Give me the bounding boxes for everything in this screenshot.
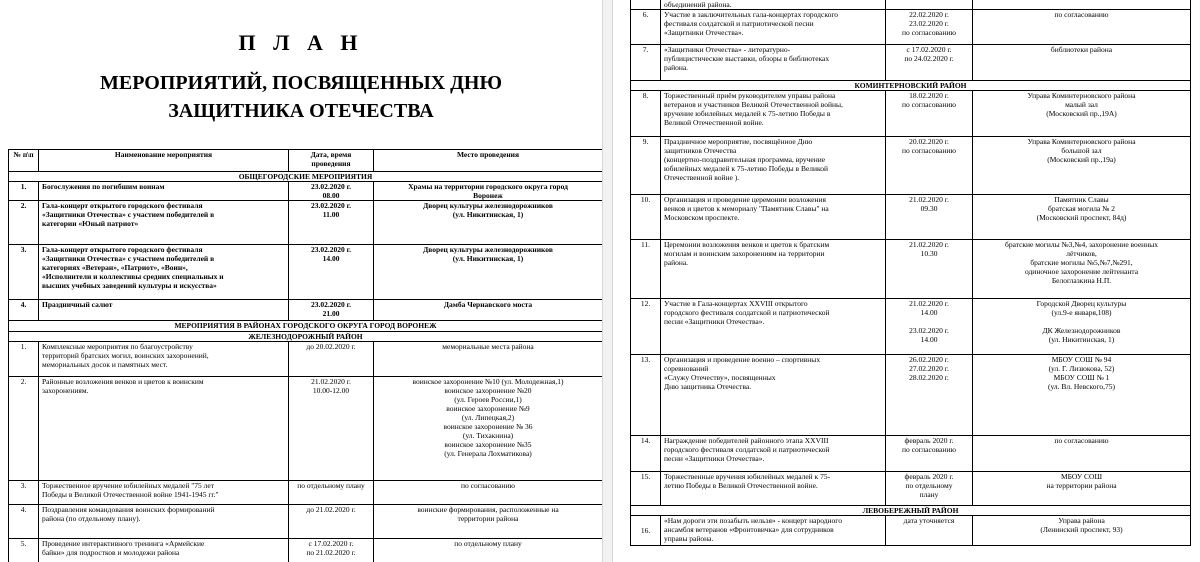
table-row: [631, 195, 1191, 240]
section-row: [631, 506, 1191, 516]
header-name: Наименование мероприятия: [39, 150, 289, 172]
section-row: [9, 332, 603, 342]
table-row: [9, 201, 603, 245]
row-place: по согласованию: [973, 436, 1191, 472]
row-place: братские могилы №3,№4, захоронение военных лётчиков, братские могилы №5,№7,№291, одиночное захоронение лейтенанта Белоглазкина Н.П.: [973, 240, 1191, 299]
row-date: [886, 0, 973, 10]
table-row: [9, 182, 603, 201]
row-date: 18.02.2020 г. по согласованию: [886, 91, 973, 137]
row-place: Управа района (Ленинский проспект, 93): [973, 516, 1191, 546]
row-num: 12.: [631, 299, 661, 355]
table-row: [9, 245, 603, 300]
row-date: с 17.02.2020 г. по 24.02.2020 г.: [886, 45, 973, 81]
row-date: до 20.02.2020 г.: [289, 342, 374, 377]
row-name: «Нам дороги эти позабыть нельзя» - концерт народного ансамбля ветеранов «Фронтовичка» для сотрудников управы района.: [661, 516, 886, 546]
row-place: воинское захоронение №10 (ул. Молодежная,1) воинское захоронение №20 (ул. Героев России,1) воинское захоронение №9 (ул. Липецкая,2) воинское захоронение № 36 (ул. Тихакнина) воинское захоронение №35 (ул. Генерала Лохматикова): [374, 377, 603, 481]
table-row: [631, 240, 1191, 299]
row-num: 14.: [631, 436, 661, 472]
row-num: 13.: [631, 355, 661, 436]
row-date: 21.02.2020 г. 10.30: [886, 240, 973, 299]
row-name: объединений района.: [661, 0, 886, 10]
row-name: Торжественное вручение юбилейных медалей "75 лет Победы в Великой Отечественной войне 1941-1945 гг.": [39, 481, 289, 505]
row-num: 2.: [9, 201, 39, 245]
row-date: 23.02.2020 г. 08.00: [289, 182, 374, 201]
row-date: 23.02.2020 г. 14.00: [289, 245, 374, 300]
table-row: [631, 472, 1191, 506]
row-place: Дамба Чернавского моста: [374, 300, 603, 321]
header-num: № п\п: [9, 150, 39, 172]
table-row: [9, 342, 603, 377]
section-kominternovsky: КОМИНТЕРНОВСКИЙ РАЙОН: [631, 81, 1191, 91]
row-name: Праздничный салют: [39, 300, 289, 321]
row-date: 21.02.2020 г. 10.00-12.00: [289, 377, 374, 481]
row-date: 20.02.2020 г. по согласованию: [886, 137, 973, 195]
plan-subtitle: МЕРОПРИЯТИЙ, ПОСВЯЩЕННЫХ ДНЮ ЗАЩИТНИКА ОТЕЧЕСТВА: [99, 72, 503, 122]
section-districts: МЕРОПРИЯТИЯ В РАЙОНАХ ГОРОДСКОГО ОКРУГА ГОРОД ВОРОНЕЖ: [9, 321, 603, 332]
row-date: по отдельному плану: [289, 481, 374, 505]
row-num: 6.: [631, 10, 661, 45]
row-num: 15.: [631, 472, 661, 506]
row-name: Богослужения по погибшим воинам: [39, 182, 289, 201]
header-date: Дата, время проведения: [289, 150, 374, 172]
row-date: февраль 2020 г. по отдельному плану: [886, 472, 973, 506]
row-date: 23.02.2020 г. 21.00: [289, 300, 374, 321]
row-place: Управа Коминтерновского района малый зал (Московский пр.,19А): [973, 91, 1191, 137]
row-place: Дворец культуры железнодорожников (ул. Никитинская, 1): [374, 245, 603, 300]
row-name: «Защитники Отечества» - литературно- публицистические выставки, обзоры в библиотеках района.: [661, 45, 886, 81]
section-row: [9, 321, 603, 332]
row-num: 4.: [9, 300, 39, 321]
row-place: МБОУ СОШ на территории района: [973, 472, 1191, 506]
row-date: 26.02.2020 г. 27.02.2020 г. 28.02.2020 г.: [886, 355, 973, 436]
events-table-right: [630, 0, 1191, 546]
row-date: февраль 2020 г. по согласованию: [886, 436, 973, 472]
row-name: Организация и проведение военно – спортивных соревнований «Служу Отечеству», посвященных Дню защитника Отечества.: [661, 355, 886, 436]
plan-title: П Л А Н: [238, 30, 364, 55]
row-place: Дворец культуры железнодорожников (ул. Никитинская, 1): [374, 201, 603, 245]
row-place: по согласованию: [374, 481, 603, 505]
row-place: библиотеки района: [973, 45, 1191, 81]
row-num: 4.: [9, 505, 39, 539]
row-place: по согласованию: [973, 10, 1191, 45]
row-place: мемориальные места района: [374, 342, 603, 377]
row-name: Торжественный приём руководителем управы района ветеранов и участников Великой Отечественной войны, вручение юбилейных медалей к 75-летию Победы в Великой Отечественной войне.: [661, 91, 886, 137]
section-row: [631, 81, 1191, 91]
events-table-left: [8, 149, 602, 562]
row-place: Городской Дворец культуры (ул.9-е января,108) ДК Железнодорожников (ул. Никитинская, 1): [973, 299, 1191, 355]
table-row: [9, 377, 603, 481]
row-name: Участие в Гала-концертах XXVIII открытого городского фестиваля солдатской и патриотической песни «Защитники Отечества».: [661, 299, 886, 355]
table-row: [631, 45, 1191, 81]
row-name: Организация и проведение церемонии возложения венков и цветов к мемориалу "Памятник Славы" на Московском проспекте.: [661, 195, 886, 240]
table-row: [9, 300, 603, 321]
table-row: [631, 516, 1191, 546]
row-place: Управа Коминтерновского района большой зал (Московский пр.,19а): [973, 137, 1191, 195]
row-name: Поздравления командования воинских формирований района (по отдельному плану).: [39, 505, 289, 539]
row-num: 2.: [9, 377, 39, 481]
row-num: 5.: [9, 539, 39, 562]
row-num: [631, 0, 661, 10]
table-row: [631, 91, 1191, 137]
row-name: Церемонии возложения венков и цветов к братским могилам и воинским захоронениям на территории района.: [661, 240, 886, 299]
table-row: [9, 481, 603, 505]
row-num: 1.: [9, 182, 39, 201]
row-place: Памятник Славы братская могила № 2 (Московский проспект, 84д): [973, 195, 1191, 240]
section-levoberezhny: ЛЕВОБЕРЕЖНЫЙ РАЙОН: [631, 506, 1191, 516]
row-name: Награждение победителей районного этапа XXVIII городского фестиваля солдатской и патриотической песни «Защитники Отечества».: [661, 436, 886, 472]
row-num: 16.: [631, 516, 661, 546]
table-row: [9, 539, 603, 562]
row-place: воинские формирования, расположенные на территории района: [374, 505, 603, 539]
row-date: с 17.02.2020 г. по 21.02.2020 г.: [289, 539, 374, 562]
section-row: [9, 172, 603, 182]
table-row: [631, 355, 1191, 436]
row-name: Проведение интерактивного тренинга «Армейские байки» для подростков и молодежи района: [39, 539, 289, 562]
table-header-row: [9, 150, 603, 172]
row-num: 3.: [9, 481, 39, 505]
row-num: 7.: [631, 45, 661, 81]
header-place: Место проведения: [374, 150, 603, 172]
table-row: [631, 299, 1191, 355]
row-date: 21.02.2020 г. 14.00 23.02.2020 г. 14.00: [886, 299, 973, 355]
table-row: [631, 10, 1191, 45]
row-place: [973, 0, 1191, 10]
row-name: Гала-концерт открытого городского фестиваля «Защитники Отечества» с участием победителей в категориях «Ветеран», «Патриот», «Воин», «Исполнители и коллективы средних специальных и высших учебных заведений культуры и искусства»: [39, 245, 289, 300]
row-num: 10.: [631, 195, 661, 240]
row-num: 8.: [631, 91, 661, 137]
row-num: 9.: [631, 137, 661, 195]
row-place: МБОУ СОШ № 94 (ул. Г. Лизюкова, 52) МБОУ СОШ № 1 (ул. Вл. Невского,75): [973, 355, 1191, 436]
table-row: [9, 505, 603, 539]
row-place: Храмы на территории городского округа город Воронеж: [374, 182, 603, 201]
row-date: 22.02.2020 г. 23.02.2020 г. по согласованию: [886, 10, 973, 45]
row-date: 21.02.2020 г. 09.30: [886, 195, 973, 240]
row-name: Праздничное мероприятие, посвящённое Дню защитников Отечества (концертно-поздравительная программа, вручение юбилейных медалей к 75-летию Победы в Великой Отечественной войне ).: [661, 137, 886, 195]
row-name: Участие в заключительных гала-концертах городского фестиваля солдатской и патриотической песни «Защитники Отечества».: [661, 10, 886, 45]
row-num: 3.: [9, 245, 39, 300]
section-citywide: ОБЩЕГОРОДСКИЕ МЕРОПРИЯТИЯ: [9, 172, 603, 182]
row-num: 1.: [9, 342, 39, 377]
page-gutter: [602, 0, 613, 562]
row-name: Комплексные мероприятия по благоустройству территорий братских могил, воинских захоронений, мемориальных досок и памятных мест.: [39, 342, 289, 377]
table-row: [631, 436, 1191, 472]
row-place: по отдельному плану: [374, 539, 603, 562]
table-row: [631, 0, 1191, 10]
row-num: 11.: [631, 240, 661, 299]
row-date: до 21.02.2020 г.: [289, 505, 374, 539]
row-name: Торжественные вручения юбилейных медалей к 75- летию Победы в Великой Отечественной войне.: [661, 472, 886, 506]
table-row: [631, 137, 1191, 195]
row-name: Гала-концерт открытого городского фестиваля «Защитники Отечества» с участием победителей в категории «Юный патриот»: [39, 201, 289, 245]
row-name: Районные возложения венков и цветов к воинским захоронениям.: [39, 377, 289, 481]
section-zheleznodorozhny: ЖЕЛЕЗНОДОРОЖНЫЙ РАЙОН: [9, 332, 603, 342]
row-date: дата уточняется: [886, 516, 973, 546]
row-date: 23.02.2020 г. 11.00: [289, 201, 374, 245]
